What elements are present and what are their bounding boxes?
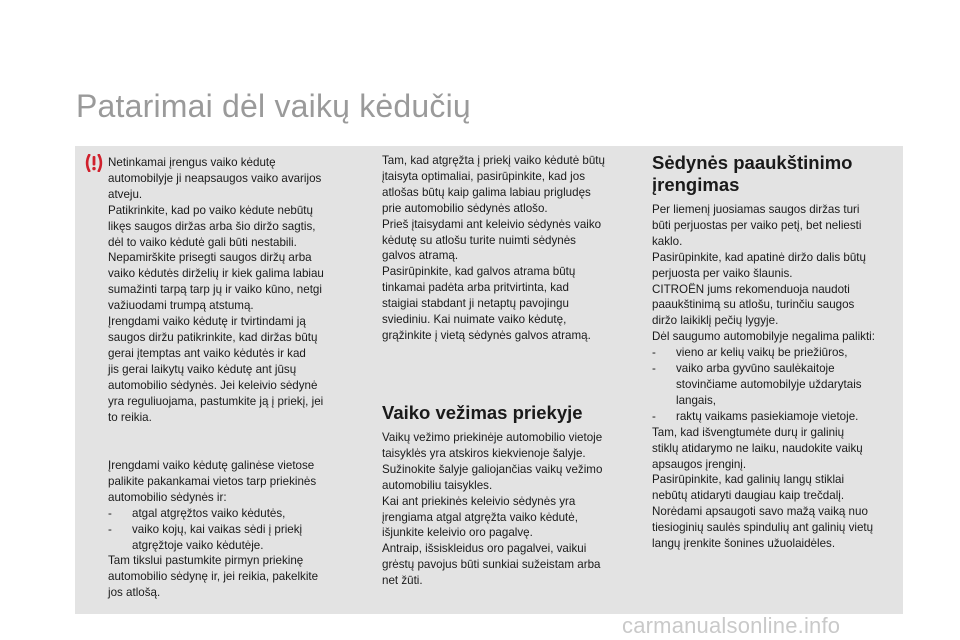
list-item bbox=[108, 506, 348, 522]
text-line: būti perjuostas per vaiko petį, bet neliesti bbox=[652, 218, 862, 232]
text-line: CITROËN jums rekomenduoja naudoti bbox=[652, 282, 850, 296]
warning-text bbox=[108, 155, 348, 425]
text-line: Netinkamai įrengus vaiko kėdutę bbox=[108, 156, 276, 169]
headrest-text bbox=[382, 153, 627, 344]
list-item bbox=[652, 409, 894, 425]
text-line: to reikia. bbox=[108, 410, 152, 424]
text-line: Per liemenį juosiamas saugos diržas turi bbox=[652, 203, 860, 216]
text-line: Dėl saugumo automobilyje negalima palikti: bbox=[652, 330, 875, 344]
list-item-text bbox=[676, 409, 894, 425]
text-line: Prieš įtaisydami ant keleivio sėdynės vaiko bbox=[382, 217, 602, 231]
text-line: grąžinkite į vietą sėdynės galvos atramą. bbox=[382, 328, 591, 342]
text-line: langais, bbox=[676, 393, 716, 407]
text-line: taisyklės yra atskiros kiekvienoje šalyje. bbox=[382, 446, 586, 460]
text-line: automobilio sėdynės ir: bbox=[108, 490, 227, 504]
text-line: stovinčiame automobilyje uždarytais bbox=[676, 377, 862, 391]
text-line: diržo laikiklį pečių lygyje. bbox=[652, 314, 779, 328]
text-line: Nepamirškite prisegti saugos diržų arba bbox=[108, 251, 312, 265]
dash-marker: - bbox=[108, 522, 112, 536]
watermark: carmanualsonline.info bbox=[622, 613, 841, 638]
text-line: atveju. bbox=[108, 187, 143, 201]
text-line: raktų vaikams pasiekiamoje vietoje. bbox=[676, 409, 859, 423]
text-line: vaiko kojų, kai vaikas sėdi į priekį bbox=[132, 522, 303, 536]
text-line: automobilio sėdynę ir, jei reikia, pakelkite bbox=[108, 570, 319, 584]
text-line: dėl to vaiko kėdutė gali būti nestabili. bbox=[108, 235, 297, 249]
dash-marker: - bbox=[108, 506, 112, 520]
dash-marker: - bbox=[652, 362, 656, 376]
text-line: perjuosta per vaiko šlaunis. bbox=[652, 266, 793, 280]
front-seat-heading: Vaiko vežimas priekyje bbox=[382, 402, 583, 423]
text-line: prie automobilio sėdynės atlošo. bbox=[382, 201, 548, 215]
text-line: sviediniu. Kai nuimate vaiko kėdutę, bbox=[382, 313, 567, 327]
text-line: Tam, kad atgręžta į priekį vaiko kėdutė būtų bbox=[382, 154, 605, 167]
list-item-text bbox=[132, 506, 348, 522]
text-line: grėstų pavojus būti sunkiai sužeistam arba bbox=[382, 558, 601, 572]
warning-icon bbox=[84, 154, 104, 172]
text-line: vaiko arba gyvūno saulėkaitoje bbox=[676, 362, 835, 376]
booster-seat-heading bbox=[652, 152, 894, 196]
text-line: net žūti. bbox=[382, 574, 423, 588]
text-line: kaklo. bbox=[652, 234, 683, 248]
text-line: yra reguliuojama, pastumkite ją į priekį, jei bbox=[108, 394, 324, 408]
text-line: Sužinokite šalyje galiojančias vaikų vežimo bbox=[382, 462, 603, 476]
text-line: sumažinti tarpą tarp jų ir vaiko kūno, netgi bbox=[108, 283, 322, 297]
text-line: atgal atgręžtos vaiko kėdutės, bbox=[132, 506, 286, 520]
text-line: stiklų atidarymo ne laiku, naudokite vaikų bbox=[652, 441, 863, 455]
dash-marker: - bbox=[652, 409, 656, 423]
text-line: jos atlošą. bbox=[108, 586, 161, 600]
text-line: Vaikų vežimo priekinėje automobilio vietoje bbox=[382, 431, 603, 444]
list-item-text bbox=[676, 361, 894, 409]
text-line: tiesioginių saulės spindulių ant galinių vietų bbox=[652, 521, 874, 535]
text-line: Norėdami apsaugoti savo mažą vaiką nuo bbox=[652, 505, 868, 519]
heading-line: Sėdynės paaukštinimo bbox=[652, 152, 853, 173]
text-line: Tam, kad išvengtumėte durų ir galinių bbox=[652, 425, 845, 439]
text-line: Pasirūpinkite, kad galinių langų stiklai bbox=[652, 473, 845, 487]
text-line: Tam tikslui pastumkite pirmyn priekinę bbox=[108, 554, 304, 568]
text-line: langų įrenkite šonines užuolaidėles. bbox=[652, 537, 836, 551]
booster-seat-section bbox=[652, 152, 894, 552]
text-line: likęs saugos diržas arba šio diržo sagtis, bbox=[108, 219, 316, 233]
text-line: Pasirūpinkite, kad apatinė diržo dalis būtų bbox=[652, 250, 866, 264]
text-line: Patikrinkite, kad po vaiko kėdute nebūtų bbox=[108, 203, 313, 217]
page-title: Patarimai dėl vaikų kėdučių bbox=[76, 88, 471, 124]
text-line: Antraip, išsiskleidus oro pagalvei, vaikui bbox=[382, 542, 587, 556]
text-line: paaukštinimą su atlošu, turinčiu saugos bbox=[652, 298, 855, 312]
list-item bbox=[652, 361, 894, 409]
text-line: tinkamai padėta arba pritvirtinta, kad bbox=[382, 281, 569, 295]
text-line: automobilio sėdynės. Jei keleivio sėdynė bbox=[108, 378, 318, 392]
list-item-text bbox=[676, 345, 894, 361]
text-line: apsaugos įrenginį. bbox=[652, 457, 747, 471]
text-line: nebūtų atidaryti daugiau kaip trečdalį. bbox=[652, 489, 845, 503]
text-line: Įrengdami vaiko kėdutę galinėse vietose bbox=[108, 459, 315, 472]
text-line: išjunkite keleivio oro pagalvę. bbox=[382, 526, 533, 540]
text-line: kėdutę su atlošu turite nuimti sėdynės bbox=[382, 233, 576, 247]
heading-line: įrengimas bbox=[652, 174, 740, 195]
text-line: įtaisyta optimaliai, pasirūpinkite, kad jos bbox=[382, 169, 585, 183]
text-line: Kai ant priekinės keleivio sėdynės yra bbox=[382, 494, 576, 508]
text-line: palikite pakankamai vietos tarp priekinės bbox=[108, 474, 317, 488]
text-line: važiuodami trumpą atstumą. bbox=[108, 299, 254, 313]
text-line: automobiliu taisykles. bbox=[382, 478, 493, 492]
list-item-text bbox=[132, 522, 348, 554]
text-line: atgręžtoje vaiko kėdutėje. bbox=[132, 538, 264, 552]
text-line: įrengiama atgal atgręžta vaiko kėdutė, bbox=[382, 510, 578, 524]
text-line: Įrengdami vaiko kėdutę ir tvirtindami ją bbox=[108, 315, 306, 329]
text-line: saugos diržu patikrinkite, kad diržas būtų bbox=[108, 330, 318, 344]
text-line: vieno ar kelių vaikų be priežiūros, bbox=[676, 346, 848, 360]
text-line: staigiai stabdant ji netaptų pavojingu bbox=[382, 297, 569, 311]
rear-seat-text bbox=[108, 458, 348, 601]
list-item bbox=[108, 522, 348, 554]
text-line: jis gerai laikytų vaiko kėdutę ant jūsų bbox=[108, 362, 297, 376]
text-line: vaiko kėdutės dirželių ir kiek galima labiau bbox=[108, 267, 324, 281]
text-line: automobilyje ji neapsaugos vaiko avarijos bbox=[108, 171, 322, 185]
dash-marker: - bbox=[652, 346, 656, 360]
text-line: atlošas būtų kaip galima labiau prigludęs bbox=[382, 185, 591, 199]
text-line: Pasirūpinkite, kad galvos atrama būtų bbox=[382, 265, 576, 279]
front-seat-section bbox=[382, 402, 627, 589]
text-line: gerai įtemptas ant vaiko kėdutės ir kad bbox=[108, 346, 306, 360]
list-item bbox=[652, 345, 894, 361]
text-line: galvos atramą. bbox=[382, 249, 459, 263]
